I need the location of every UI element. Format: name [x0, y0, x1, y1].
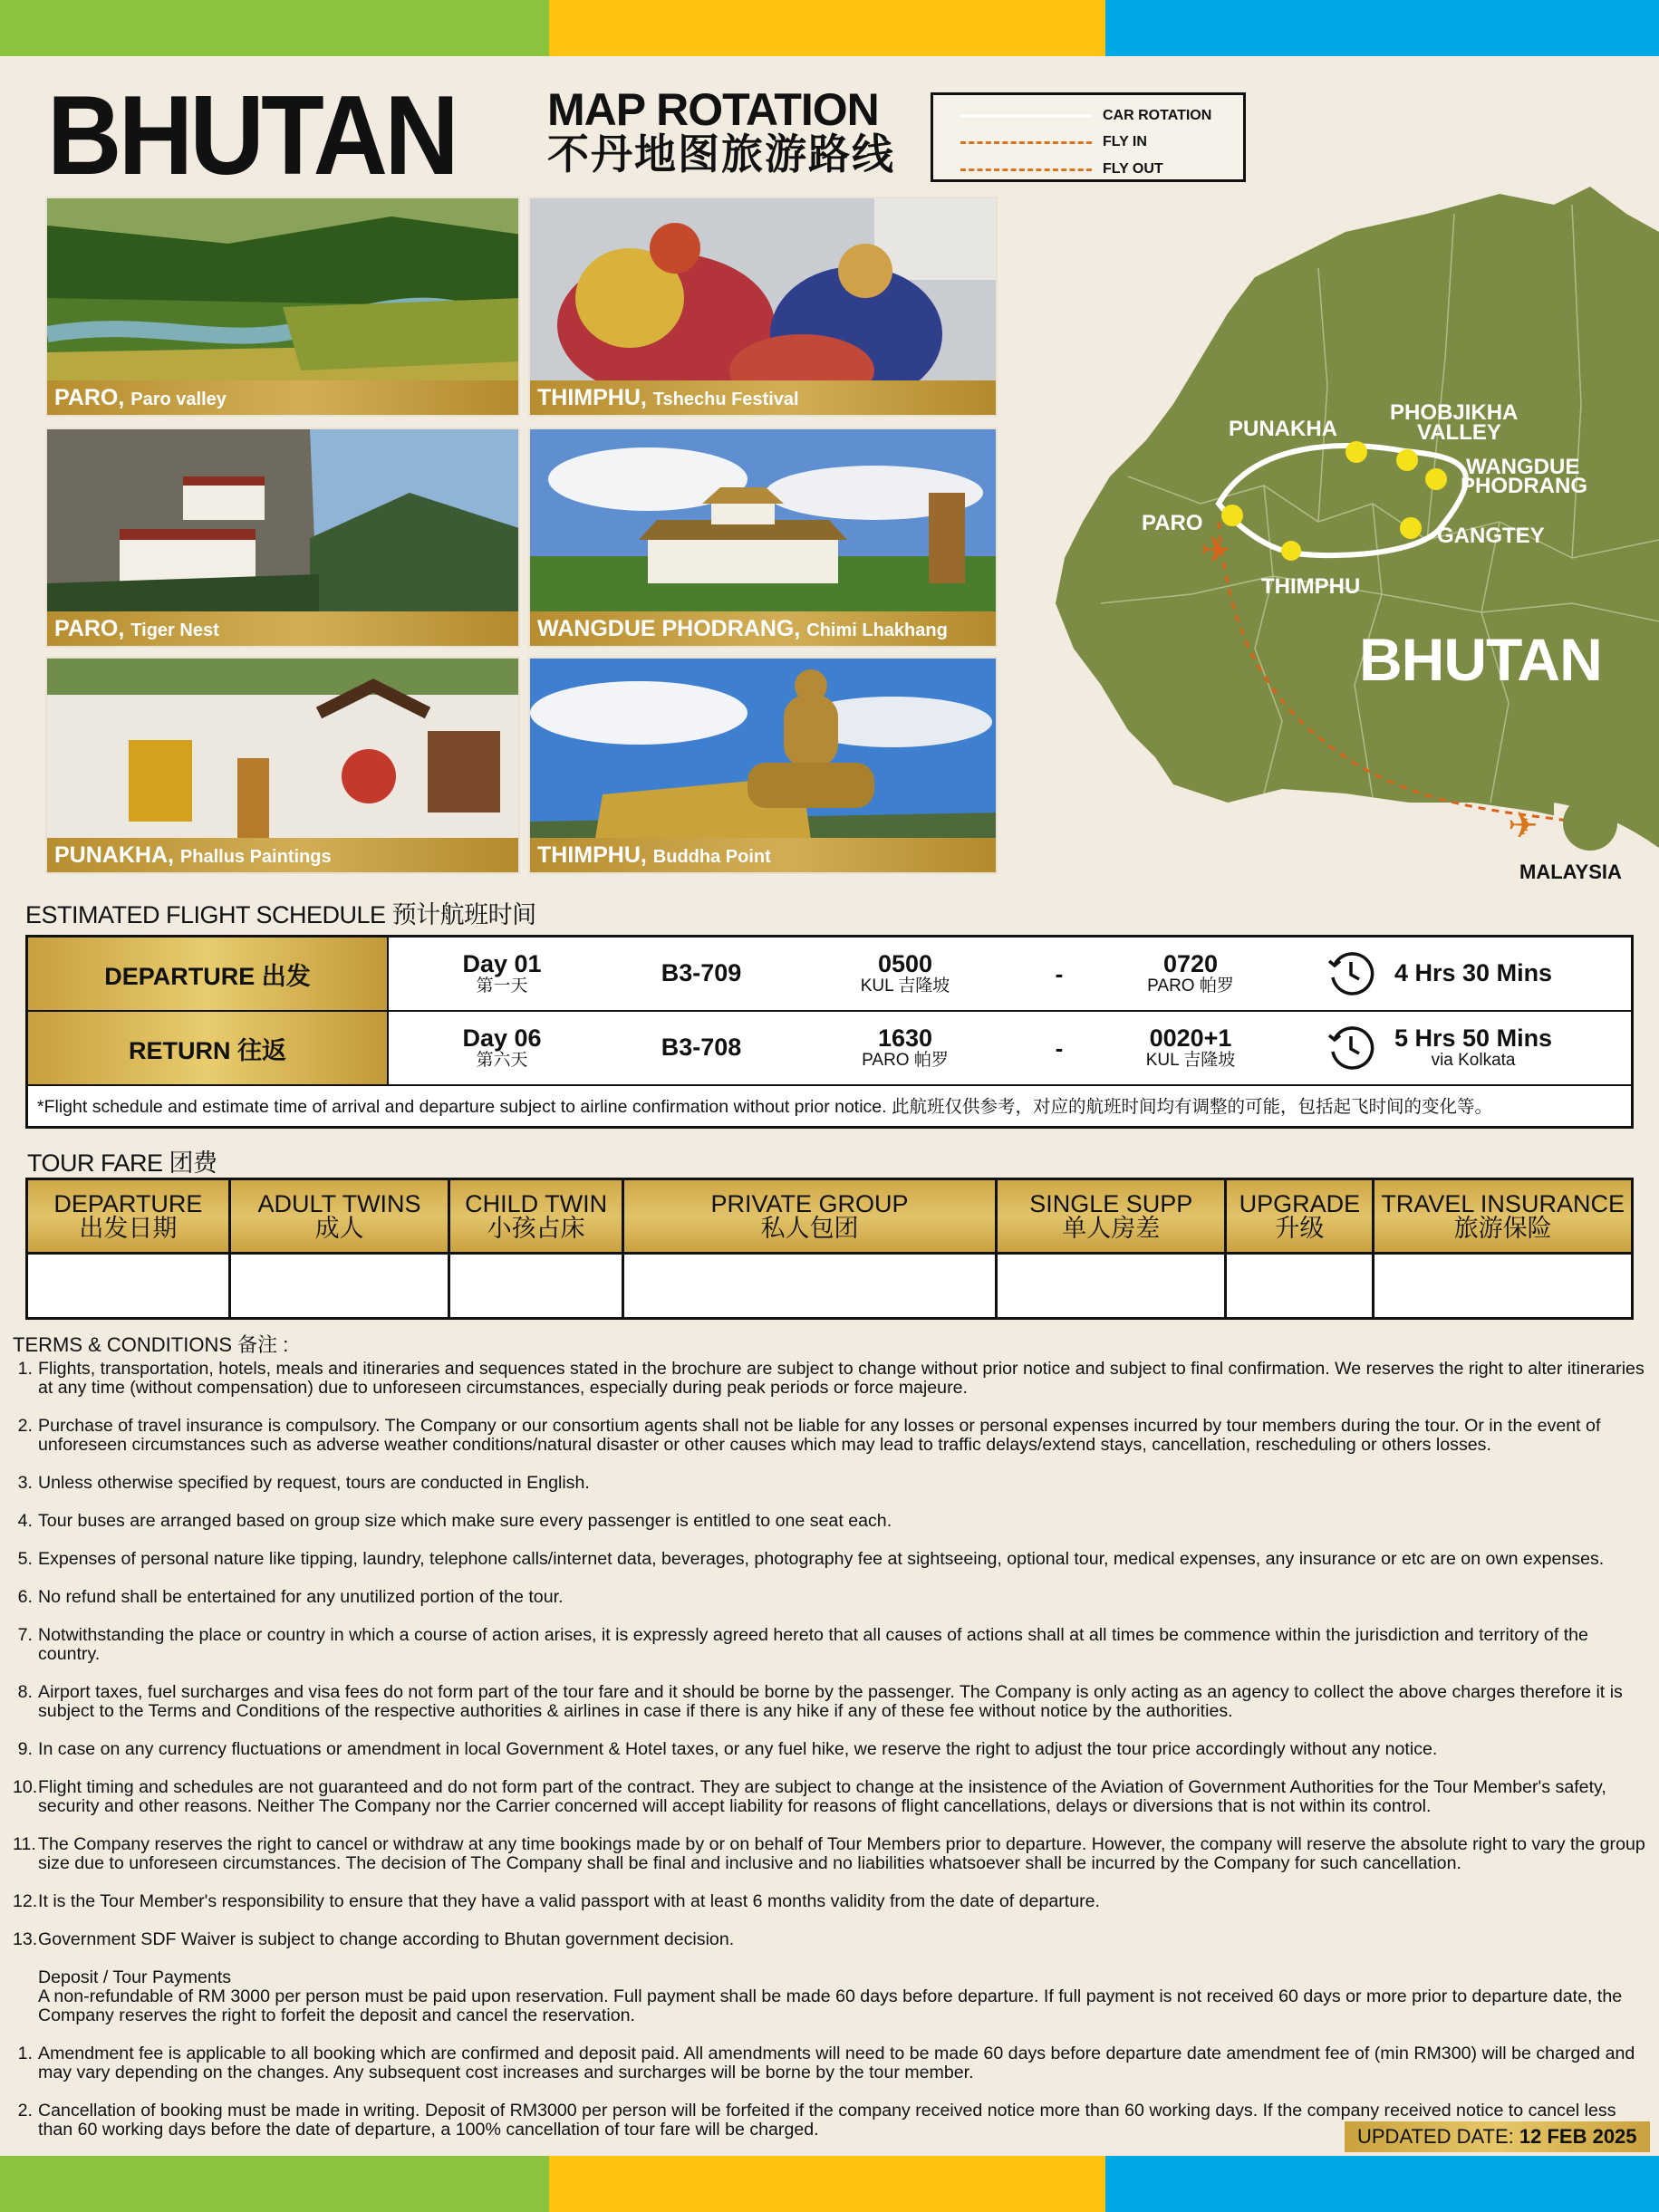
- fare-cell: [622, 1254, 996, 1319]
- fare-col-adult-twins: ADULT TWINS 成人: [229, 1179, 449, 1254]
- plane-fly-in-icon: ✈: [1201, 531, 1231, 571]
- fare-header-row: [27, 1179, 1633, 1254]
- photo-caption: THIMPHU, Buddha Point: [530, 838, 996, 872]
- term-item: 10. Flight timing and schedules are not guaranteed and do not form part of the contract. They are subject to change at the insistence of the Aviation of Government Authorities for the Tour Member's safety, security and other reasons. Neither The Company nor the Carrier concerned will accept liability for reasons of flight cancellations, delays or diversions that is not within its control.: [13, 1777, 1606, 1816]
- photo-thimphu-tshechu: [528, 197, 998, 417]
- clock-icon: [1327, 1024, 1374, 1072]
- flight-disclaimer: *Flight schedule and estimate time of arrival and departure subject to airline confirmation without prior notice. 此航班仅供参考，对应的航班时间均有调整的可能，包括起飞时间的变化等。: [37, 1097, 1492, 1117]
- term-item: 4. Tour buses are arranged based on group size which make sure every passenger is entitled to one seat each.: [17, 1511, 892, 1531]
- flight-row-label: DEPARTURE 出发: [28, 938, 389, 1010]
- fly-route-line-icon: [960, 168, 1092, 171]
- fare-cell: [27, 1254, 230, 1319]
- fare-cell: [1374, 1254, 1633, 1319]
- page-title: BHUTAN: [47, 73, 457, 198]
- legend-fly-in: [960, 134, 1147, 150]
- fare-cell: [229, 1254, 449, 1319]
- flight-row-label: RETURN 往返: [28, 1012, 389, 1084]
- city-label-phodrang: PHODRANG: [1461, 474, 1588, 498]
- flight-departure-time: 0500 KUL 吉隆坡: [860, 949, 950, 996]
- city-label-punakha: PUNAKHA: [1229, 417, 1337, 441]
- stripe-blue: [1105, 0, 1659, 56]
- updated-date-badge: [1345, 2121, 1650, 2152]
- flight-schedule-table: [25, 935, 1634, 1129]
- photo-punakha-phallus-paintings: [45, 657, 520, 874]
- fare-cell: [1226, 1254, 1374, 1319]
- term-item: 9. In case on any currency fluctuations or amendment in local Government & Hotel taxes, or any fuel hike, we reserve the right to adjust the tour price accordingly without any notice.: [17, 1739, 1438, 1759]
- bhutan-map: [1047, 178, 1659, 884]
- fare-empty-row: [27, 1254, 1633, 1319]
- photo-caption: WANGDUE PHODRANG, Chimi Lhakhang: [530, 611, 996, 646]
- fare-col-departure: DEPARTURE 出发日期: [27, 1179, 230, 1254]
- term-item: 7. Notwithstanding the place or country in which a course of action arises, it is expressly agreed hereto that all causes of actions shall at all times be commence within the jurisdiction and territory of the country.: [17, 1625, 1588, 1664]
- flight-row-departure: [28, 938, 1631, 1012]
- fly-route-line-icon: [960, 141, 1092, 144]
- flight-dash: -: [1055, 1034, 1064, 1062]
- legend-label: FLY IN: [1103, 134, 1147, 149]
- stripe-yellow: [549, 2156, 1105, 2212]
- term-item: 1. Flights, transportation, hotels, meals and itineraries and sequences stated in the brochure are subject to change without prior notice and subject to final confirmation. We reserves the right to alter itineraries at any time (without compensation) due to unforeseen circumstances, especially during peak periods or force majeure.: [17, 1359, 1645, 1398]
- photo-caption: PARO, Tiger Nest: [47, 611, 518, 646]
- deposit-section: [13, 1968, 1653, 2025]
- photo-caption: PARO, Paro valley: [47, 380, 518, 415]
- flight-row-return: [28, 1012, 1631, 1086]
- city-label-paro: PARO: [1142, 511, 1203, 535]
- city-label-thimphu: THIMPHU: [1261, 574, 1361, 599]
- legend-label: CAR ROTATION: [1103, 108, 1212, 123]
- fare-col-private-group: PRIVATE GROUP 私人包团: [622, 1179, 996, 1254]
- flight-arrival-time: 0720 PARO 帕罗: [1147, 949, 1234, 996]
- fare-col-single-supp: SINGLE SUPP 单人房差: [996, 1179, 1226, 1254]
- flight-arrival-time: 0020+1 KUL 吉隆坡: [1145, 1024, 1236, 1071]
- updated-date: 12 FEB 2025: [1519, 2125, 1637, 2148]
- legend-label: FLY OUT: [1103, 161, 1163, 177]
- legend-car-rotation: [960, 108, 1211, 124]
- photo-thimphu-buddha-point: [528, 657, 998, 874]
- map-rotation-title: MAP ROTATION: [547, 84, 879, 135]
- term-item: 13. Government SDF Waiver is subject to change according to Bhutan government decision.: [13, 1929, 735, 1949]
- clock-icon: [1327, 950, 1374, 997]
- malaysia-label: MALAYSIA: [1519, 861, 1622, 883]
- stripe-green: [0, 2156, 549, 2212]
- term-item: 3. Unless otherwise specified by request, tours are conducted in English.: [17, 1473, 590, 1493]
- stripe-blue: [1105, 2156, 1659, 2212]
- terms-heading: TERMS & CONDITIONS 备注 :: [13, 1333, 289, 1356]
- deposit-text: A non-refundable of RM 3000 per person must be paid upon reservation. Full payment shall be made 60 days before departure. If full payment is not received 60 days or more prior to departure date, the Company reserves the right to forfeit the deposit and cancel the reservation.: [38, 1986, 1623, 2025]
- terms-and-conditions: [13, 1335, 1653, 2159]
- term-item: 2. Purchase of travel insurance is compulsory. The Company or our consortium agents shall not be liable for any losses or personal expenses incurred by tour members during the tour. Or in the event of unforeseen circumstances such as adverse weather conditions/natural disaster or other causes which may lead to traffic delays/extend stays, cancellation, rescheduling or others losses.: [17, 1416, 1601, 1455]
- city-label-phobjikha-valley: VALLEY: [1417, 420, 1501, 445]
- map-legend: [931, 92, 1246, 182]
- term-item: 6. No refund shall be entertained for any unutilized portion of the tour.: [17, 1587, 564, 1607]
- flight-schedule-heading: ESTIMATED FLIGHT SCHEDULE 预计航班时间: [25, 901, 536, 928]
- stripe-green: [0, 0, 549, 56]
- flight-departure-time: 1630 PARO 帕罗: [862, 1024, 949, 1071]
- top-color-stripe: [0, 0, 1659, 56]
- city-label-gangtey: GANGTEY: [1437, 524, 1545, 548]
- bottom-color-stripe: [0, 2156, 1659, 2212]
- flight-dash: -: [1055, 959, 1064, 987]
- term-item: 11. The Company reserves the right to cancel or withdraw at any time bookings made by or on behalf of Tour Members prior to departure. However, the company will reserve the absolute right to vary the group size due to unforeseen circumstances. The decision of The Company shall be final and inclusive and no liabilities whatsoever shall be incurred by the Company for such cancellation.: [13, 1834, 1645, 1873]
- fare-cell: [996, 1254, 1226, 1319]
- stripe-yellow: [549, 0, 1105, 56]
- term-item: 2. Cancellation of booking must be made in writing. Deposit of RM3000 per person will be forfeited if the company received notice more than 60 working days. If the company received notice to cancel less than 60 working days before the date of departure, a 100% cancellation of tour fare will be charged.: [17, 2101, 1616, 2140]
- photo-caption: THIMPHU, Tshechu Festival: [530, 380, 996, 415]
- deposit-title: Deposit / Tour Payments: [38, 1967, 232, 1987]
- tour-fare-heading: TOUR FARE 团费: [27, 1149, 217, 1177]
- map-rotation-title-cn: 不丹地图旅游路线: [547, 130, 895, 178]
- term-item: 12. It is the Tour Member's responsibility to ensure that they have a valid passport with at least 6 months validity from the date of departure.: [13, 1891, 1100, 1911]
- fare-col-child-twin: CHILD TWIN 小孩占床: [449, 1179, 623, 1254]
- legend-fly-out: [960, 161, 1163, 178]
- flight-duration: 5 Hrs 50 Mins via Kolkata: [1286, 1012, 1631, 1084]
- updated-label: UPDATED DATE:: [1357, 2125, 1514, 2148]
- car-route-line-icon: [960, 114, 1092, 118]
- tour-fare-table: [25, 1178, 1634, 1320]
- fare-col-travel-insurance: TRAVEL INSURANCE 旅游保险: [1374, 1179, 1633, 1254]
- fare-cell: [449, 1254, 623, 1319]
- city-label-phobjikha: PHOBJIKHA: [1390, 400, 1519, 425]
- photo-paro-tiger-nest: [45, 428, 520, 648]
- term-item: 1. Amendment fee is applicable to all booking which are confirmed and deposit paid. All amendments will need to be made 60 days before departure date amendment fee of (min RM300) will be charged and may vary depending on the changes. Any subsequent cost increases and surcharges will be borne by the tour member.: [17, 2044, 1635, 2082]
- flight-day: Day 01 第一天: [462, 949, 542, 996]
- flight-number: B3-708: [661, 1034, 742, 1062]
- photo-wangdue-chimi-lhakhang: [528, 428, 998, 648]
- map-country-label: BHUTAN: [1359, 626, 1602, 693]
- photo-paro-valley: [45, 197, 520, 417]
- flight-day: Day 06 第六天: [462, 1024, 542, 1071]
- flight-number: B3-709: [661, 959, 742, 987]
- term-item: 8. Airport taxes, fuel surcharges and visa fees do not form part of the tour fare and it should be borne by the passenger. The Company is only acting as an agency to collect the above charges therefore it is subject to the Terms and Conditions of the respective authorities & airlines in case if there is any hike if any of these fee without notice by the authorities.: [17, 1682, 1623, 1721]
- term-item: 5. Expenses of personal nature like tipping, laundry, telephone calls/internet data, beverages, photography fee at sightseeing, optional tour, medical expenses, any insurance or etc are on own expenses.: [17, 1549, 1605, 1569]
- plane-fly-out-icon: ✈: [1508, 806, 1538, 846]
- flight-duration: 4 Hrs 30 Mins: [1286, 938, 1631, 1010]
- fare-col-upgrade: UPGRADE 升级: [1226, 1179, 1374, 1254]
- photo-caption: PUNAKHA, Phallus Paintings: [47, 838, 518, 872]
- city-label-wangdue: WANGDUE: [1466, 455, 1580, 479]
